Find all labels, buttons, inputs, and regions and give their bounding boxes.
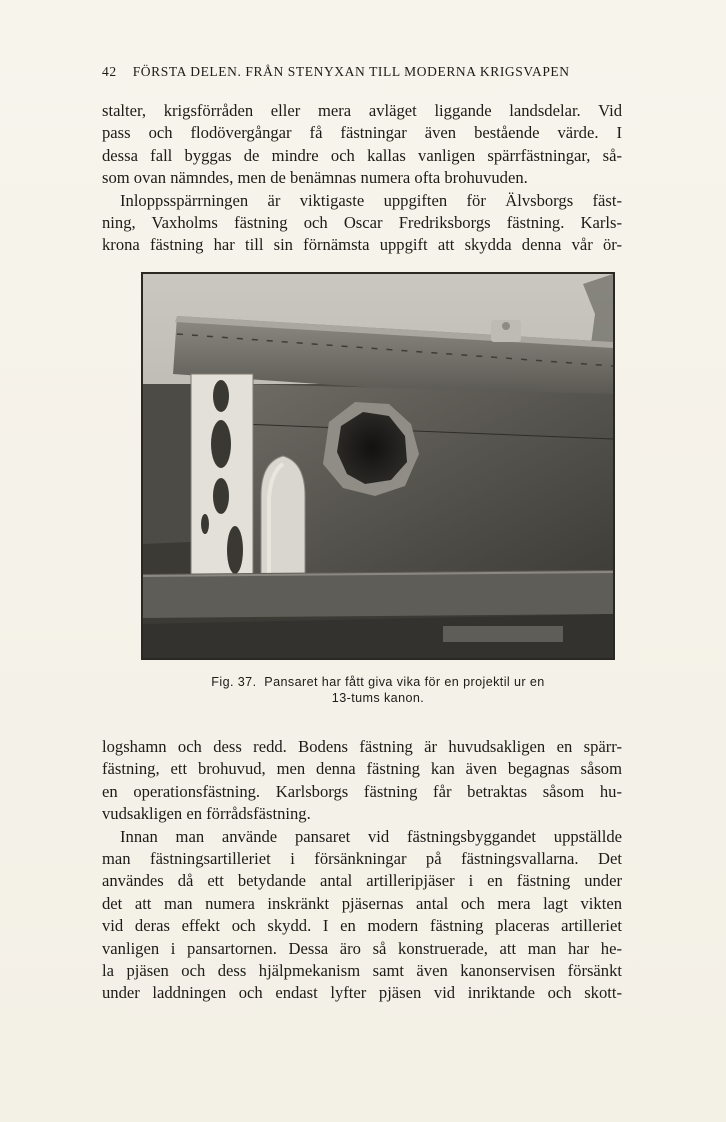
text-line: logshamn och dess redd. Bodens fästning är huvudsakligen en spärr- bbox=[102, 737, 622, 756]
text-line: pass och flodövergångar få fästningar även bestående värde. I bbox=[102, 123, 622, 143]
caption-text-1: Pansaret har fått giva vika för en projektil ur en bbox=[264, 675, 545, 689]
text-line: det att man numera inskränkt pjäsernas antal och mera lagt vikten bbox=[102, 893, 622, 913]
paragraph-4 bbox=[102, 826, 622, 1005]
paragraph-3 bbox=[102, 736, 622, 826]
paragraph-1 bbox=[102, 100, 622, 190]
text-line: ning, Vaxholms fästning och Oscar Fredriksborgs fästning. Karls- bbox=[102, 212, 622, 232]
text-line: stalter, krigsförråden eller mera avläget liggande landsdelar. Vid bbox=[102, 101, 622, 120]
text-line: Innan man använde pansaret vid fästningsbyggandet uppställde bbox=[120, 826, 622, 846]
text-line: man fästningsartilleriet i försänkningar på fästningsvallarna. Det bbox=[102, 848, 622, 868]
text-line: vanligen i pansartornen. Dessa äro så konstruerade, att man har he- bbox=[102, 938, 622, 958]
running-title: FÖRSTA DELEN. FRÅN STENYXAN TILL MODERNA KRIGSVAPEN bbox=[132, 64, 570, 79]
figure-photograph bbox=[141, 272, 615, 660]
text-line: fästning, ett brohuvud, men denna fästning kan även begagnas såsom bbox=[102, 759, 622, 779]
text-line: som ovan nämndes, men de benämnas numera ofta brohuvuden. bbox=[102, 168, 528, 188]
text-line: krona fästning har till sin förnämsta uppgift att skydda denna vår ör- bbox=[102, 235, 622, 255]
page-number: 42 bbox=[102, 64, 117, 79]
text-line: dessa fall byggas de mindre och kallas vanligen spärrfästningar, så- bbox=[102, 145, 622, 165]
text-line: vid deras effekt och skydd. I en modern fästning placeras artilleriet bbox=[102, 916, 622, 936]
running-header bbox=[102, 64, 682, 80]
armor-plate-photo bbox=[143, 274, 613, 658]
paragraph-2 bbox=[102, 190, 622, 257]
figure-label: Fig. 37. bbox=[211, 675, 257, 689]
figure-caption bbox=[140, 674, 616, 706]
text-line: vudsakligen en förrådsfästning. bbox=[102, 804, 311, 824]
text-line: en operationsfästning. Karlsborgs fästning får betraktas såsom hu- bbox=[102, 781, 622, 801]
text-line: användes då ett betydande antal artilleripjäser i en fästning under bbox=[102, 871, 622, 891]
text-line: under laddningen och endast lyfter pjäsen vid inriktande och skott- bbox=[102, 983, 622, 1003]
text-line: la pjäsen och dess hjälpmekanism samt även kanonservisen försänkt bbox=[102, 960, 622, 980]
caption-text-2: 13-tums kanon. bbox=[331, 691, 425, 705]
text-line: Inloppsspärrningen är viktigaste uppgiften för Älvsborgs fäst- bbox=[120, 190, 622, 210]
bottom-beam bbox=[143, 570, 613, 618]
